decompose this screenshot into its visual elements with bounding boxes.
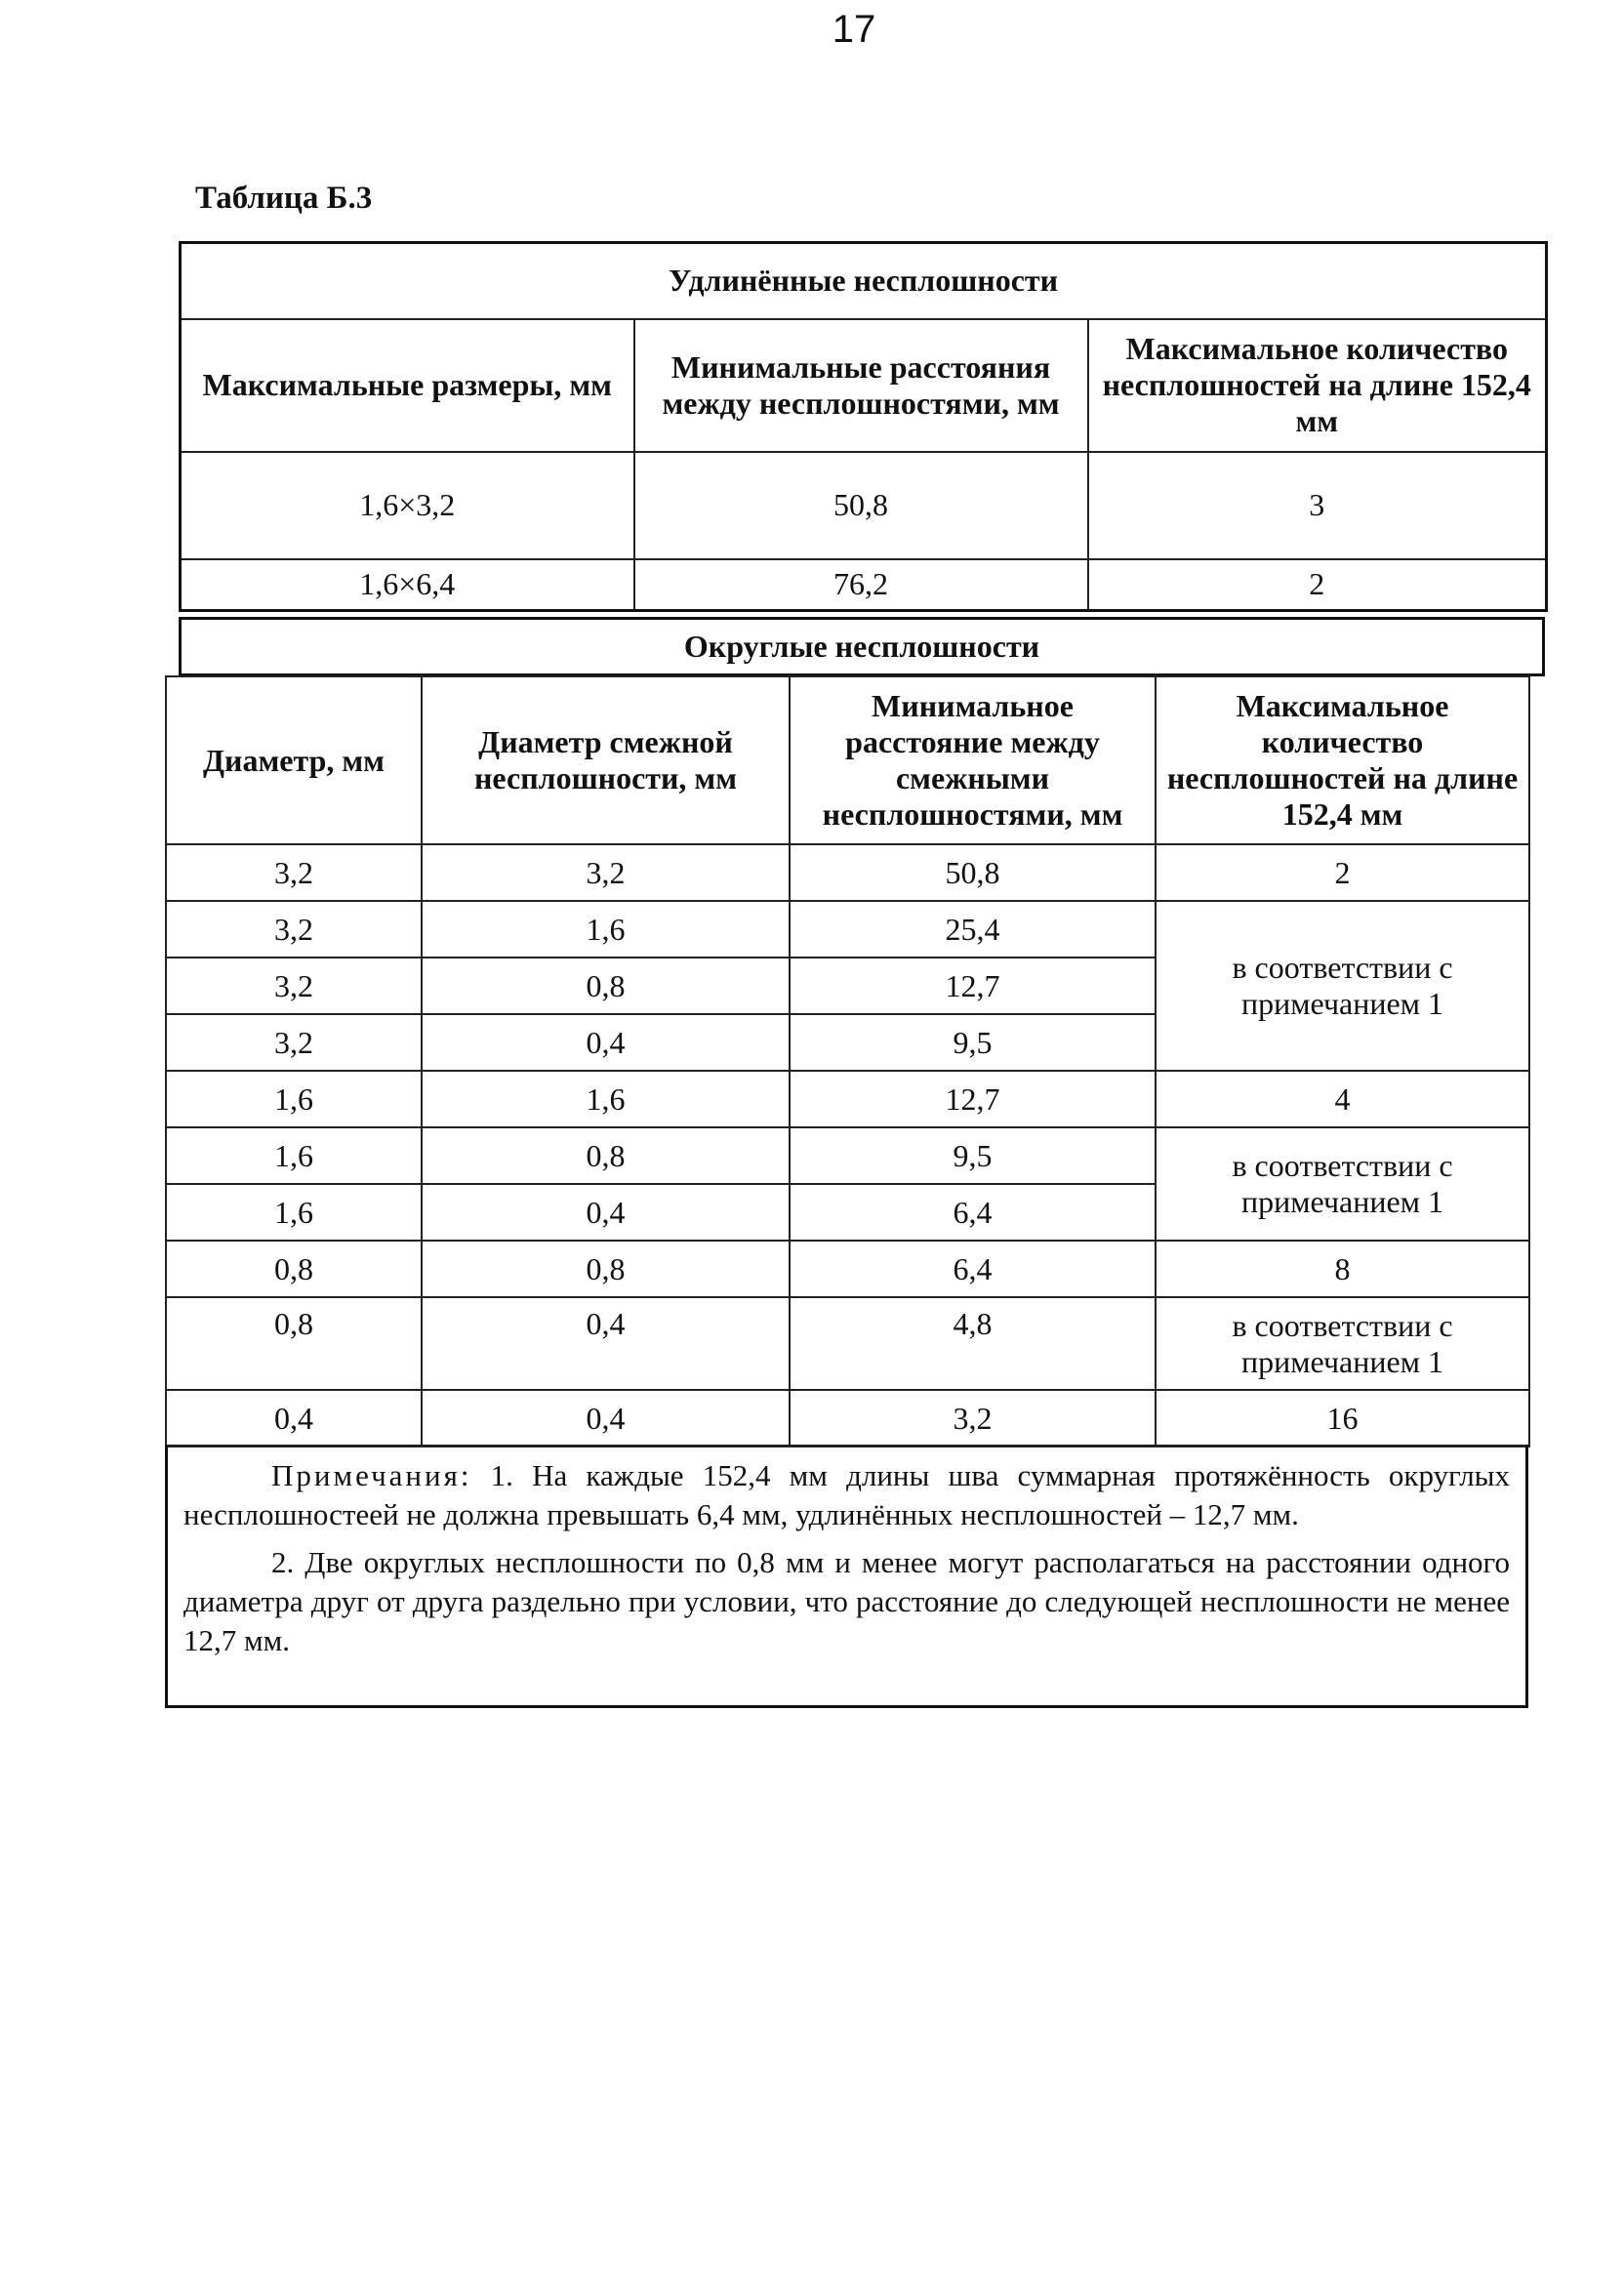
table-row [166, 1297, 1529, 1390]
table-cell: в соответствии с примечанием 1 [1156, 1297, 1529, 1390]
table-cell: 0,4 [422, 1184, 790, 1241]
header-max-count: Максимальное количество несплошностей на длине 152,4 мм [1156, 676, 1529, 844]
header-adjacent-diameter: Диаметр смежной несплошности, мм [422, 676, 790, 844]
header-min-distance: Минимальные расстояния между несплошностями, мм [634, 319, 1088, 452]
table-cell: 9,5 [790, 1014, 1156, 1071]
table-cell: 0,8 [422, 958, 790, 1014]
table-cell: 3,2 [790, 1390, 1156, 1447]
table-cell: 0,4 [422, 1390, 790, 1447]
table-row [166, 1127, 1529, 1184]
table-cell: 3,2 [422, 844, 790, 901]
table-cell: 6,4 [790, 1241, 1156, 1297]
table-row [166, 1071, 1529, 1127]
elongated-title: Удлинённые несплошности [181, 243, 1547, 319]
table-cell: 4,8 [790, 1297, 1156, 1390]
table-row [181, 452, 1547, 559]
table-cell: 0,8 [166, 1241, 422, 1297]
table-cell: 8 [1156, 1241, 1529, 1297]
table-cell: 1,6 [166, 1127, 422, 1184]
table-cell: в соответствии с примечанием 1 [1156, 1127, 1529, 1241]
table-row [166, 844, 1529, 901]
table-cell: 50,8 [790, 844, 1156, 901]
header-diameter: Диаметр, мм [166, 676, 422, 844]
table-cell: 1,6×3,2 [181, 452, 634, 559]
table-cell: 1,6 [422, 1071, 790, 1127]
header-max-sizes: Максимальные размеры, мм [181, 319, 634, 452]
round-title: Округлые несплошности [181, 619, 1544, 675]
table-cell: 0,4 [166, 1390, 422, 1447]
table-cell: 0,8 [422, 1127, 790, 1184]
elongated-table [179, 241, 1548, 612]
note-2: 2. Две округлых несплошности по 0,8 мм и менее могут располагаться на расстоянии одного диаметра друг от друга раздельно при условии, что расстояние до следующей несплошности не менее 12,7 мм. [183, 1545, 1510, 1657]
table-cell: 3,2 [166, 901, 422, 958]
table-cell: 0,8 [166, 1297, 422, 1390]
table-cell: 1,6×6,4 [181, 559, 634, 611]
table-cell: 0,4 [422, 1014, 790, 1071]
table-row [166, 1241, 1529, 1297]
table-row [181, 559, 1547, 611]
table-cell: 0,4 [422, 1297, 790, 1390]
page-number: 17 [832, 8, 876, 51]
table-cell: 1,6 [166, 1184, 422, 1241]
table-row [166, 1390, 1529, 1447]
table-cell: 3,2 [166, 958, 422, 1014]
table-cell: 2 [1088, 559, 1547, 611]
table-cell: 3,2 [166, 844, 422, 901]
table-cell: в соответствии с примечанием 1 [1156, 901, 1529, 1071]
header-max-count: Максимальное количество несплошностей на длине 152,4 мм [1088, 319, 1547, 452]
table-cell: 3 [1088, 452, 1547, 559]
note-1-text: 1. На каждые 152,4 мм длины шва суммарная протяжённость округлых несплошностеей не должна превышать 6,4 мм, удлинённых несплошностей – 12,7 мм. [183, 1458, 1510, 1531]
table-cell: 2 [1156, 844, 1529, 901]
table-cell: 1,6 [166, 1071, 422, 1127]
table-notes [165, 1445, 1528, 1708]
table-cell: 12,7 [790, 1071, 1156, 1127]
table-cell: 76,2 [634, 559, 1088, 611]
table-cell: 50,8 [634, 452, 1088, 559]
table-caption: Таблица Б.3 [195, 181, 373, 216]
table-cell: 9,5 [790, 1127, 1156, 1184]
table-cell: 12,7 [790, 958, 1156, 1014]
table-cell: 16 [1156, 1390, 1529, 1447]
table-cell: 25,4 [790, 901, 1156, 958]
table-cell: 3,2 [166, 1014, 422, 1071]
round-table [165, 675, 1530, 1447]
round-title-table [179, 617, 1545, 676]
notes-label: Примечания: [271, 1458, 472, 1492]
header-min-distance: Минимальное расстояние между смежными несплошностями, мм [790, 676, 1156, 844]
note-1 [183, 1456, 1510, 1533]
table-cell: 1,6 [422, 901, 790, 958]
table-cell: 0,8 [422, 1241, 790, 1297]
table-row [166, 901, 1529, 958]
table-cell: 6,4 [790, 1184, 1156, 1241]
table-cell: 4 [1156, 1071, 1529, 1127]
